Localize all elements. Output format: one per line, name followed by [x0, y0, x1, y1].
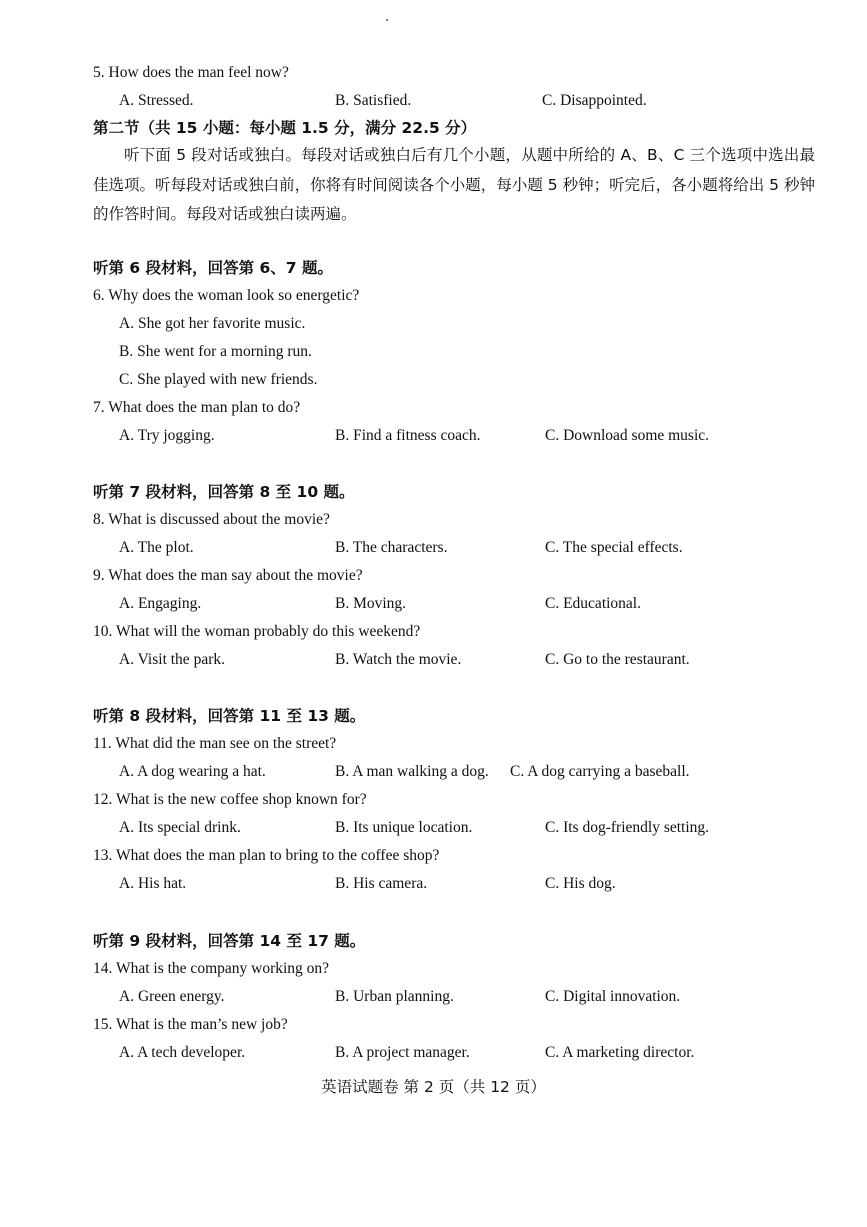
question-11-option-c: C. A dog carrying a baseball.: [510, 763, 690, 780]
question-12-option-c: C. Its dog-friendly setting.: [545, 819, 710, 836]
question-7-stem: 7. What does the man plan to do?: [93, 399, 301, 416]
material-8-heading: 听第 8 段材料，回答第 11 至 13 题。: [93, 707, 366, 725]
question-14-option-c: C. Digital innovation.: [545, 988, 681, 1005]
question-13-stem: 13. What does the man plan to bring to the coffee shop?: [93, 847, 440, 864]
material-6-heading: 听第 6 段材料，回答第 6、7 题。: [93, 259, 333, 277]
material-9-heading: 听第 9 段材料，回答第 14 至 17 题。: [93, 932, 366, 950]
question-9-option-c: C. Educational.: [545, 595, 641, 612]
question-13-option-b: B. His camera.: [335, 875, 428, 892]
question-10-option-a: A. Visit the park.: [119, 651, 225, 668]
section-2-instructions: 听下面 5 段对话或独白。每段对话或独白后有几个小题，从题中所给的 A、B、C 三个选项中选出最佳选项。听每段对话或独白前，你将有时间阅读各个小题，每小题 5 秒钟；听完后，各小题将给出 5 秒钟的作答时间。每段对话或独白读两遍。: [93, 146, 815, 223]
question-15-option-a: A. A tech developer.: [119, 1044, 246, 1061]
question-7-option-a: A. Try jogging.: [119, 427, 215, 444]
question-11-option-b: B. A man walking a dog.: [335, 763, 489, 780]
question-6-option-b: B. She went for a morning run.: [119, 343, 312, 360]
question-15-stem: 15. What is the man’s new job?: [93, 1016, 288, 1033]
question-9-option-a: A. Engaging.: [119, 595, 202, 612]
question-10-option-b: B. Watch the movie.: [335, 651, 462, 668]
question-10-option-c: C. Go to the restaurant.: [545, 651, 690, 668]
question-13-option-c: C. His dog.: [545, 875, 616, 892]
question-6-stem: 6. Why does the woman look so energetic?: [93, 287, 360, 304]
scan-speck: [386, 19, 388, 21]
question-9-stem: 9. What does the man say about the movie?: [93, 567, 363, 584]
question-14-option-a: A. Green energy.: [119, 988, 225, 1005]
question-12-option-a: A. Its special drink.: [119, 819, 241, 836]
question-12-stem: 12. What is the new coffee shop known for?: [93, 791, 367, 808]
question-15-option-c: C. A marketing director.: [545, 1044, 695, 1061]
page-footer: 英语试题卷 第 2 页（共 12 页）: [321, 1078, 546, 1096]
question-7-option-c: C. Download some music.: [545, 427, 710, 444]
question-12-option-b: B. Its unique location.: [335, 819, 473, 836]
question-11-option-a: A. A dog wearing a hat.: [119, 763, 266, 780]
question-14-option-b: B. Urban planning.: [335, 988, 454, 1005]
question-7-option-b: B. Find a fitness coach.: [335, 427, 481, 444]
question-8-option-b: B. The characters.: [335, 539, 448, 556]
material-7-heading: 听第 7 段材料，回答第 8 至 10 题。: [93, 483, 355, 501]
section-2-heading: 第二节（共 15 小题：每小题 1.5 分，满分 22.5 分）: [93, 119, 477, 137]
question-10-stem: 10. What will the woman probably do this weekend?: [93, 623, 421, 640]
question-5-stem: 5. How does the man feel now?: [93, 64, 289, 81]
question-8-option-c: C. The special effects.: [545, 539, 683, 556]
question-14-stem: 14. What is the company working on?: [93, 960, 330, 977]
question-15-option-b: B. A project manager.: [335, 1044, 470, 1061]
question-8-stem: 8. What is discussed about the movie?: [93, 511, 330, 528]
question-5-option-b: B. Satisfied.: [335, 92, 412, 109]
question-8-option-a: A. The plot.: [119, 539, 194, 556]
question-9-option-b: B. Moving.: [335, 595, 407, 612]
question-6-option-a: A. She got her favorite music.: [119, 315, 306, 332]
question-11-stem: 11. What did the man see on the street?: [93, 735, 337, 752]
question-5-option-c: C. Disappointed.: [542, 92, 647, 109]
question-13-option-a: A. His hat.: [119, 875, 187, 892]
question-6-option-c: C. She played with new friends.: [119, 371, 318, 388]
question-5-option-a: A. Stressed.: [119, 92, 194, 109]
